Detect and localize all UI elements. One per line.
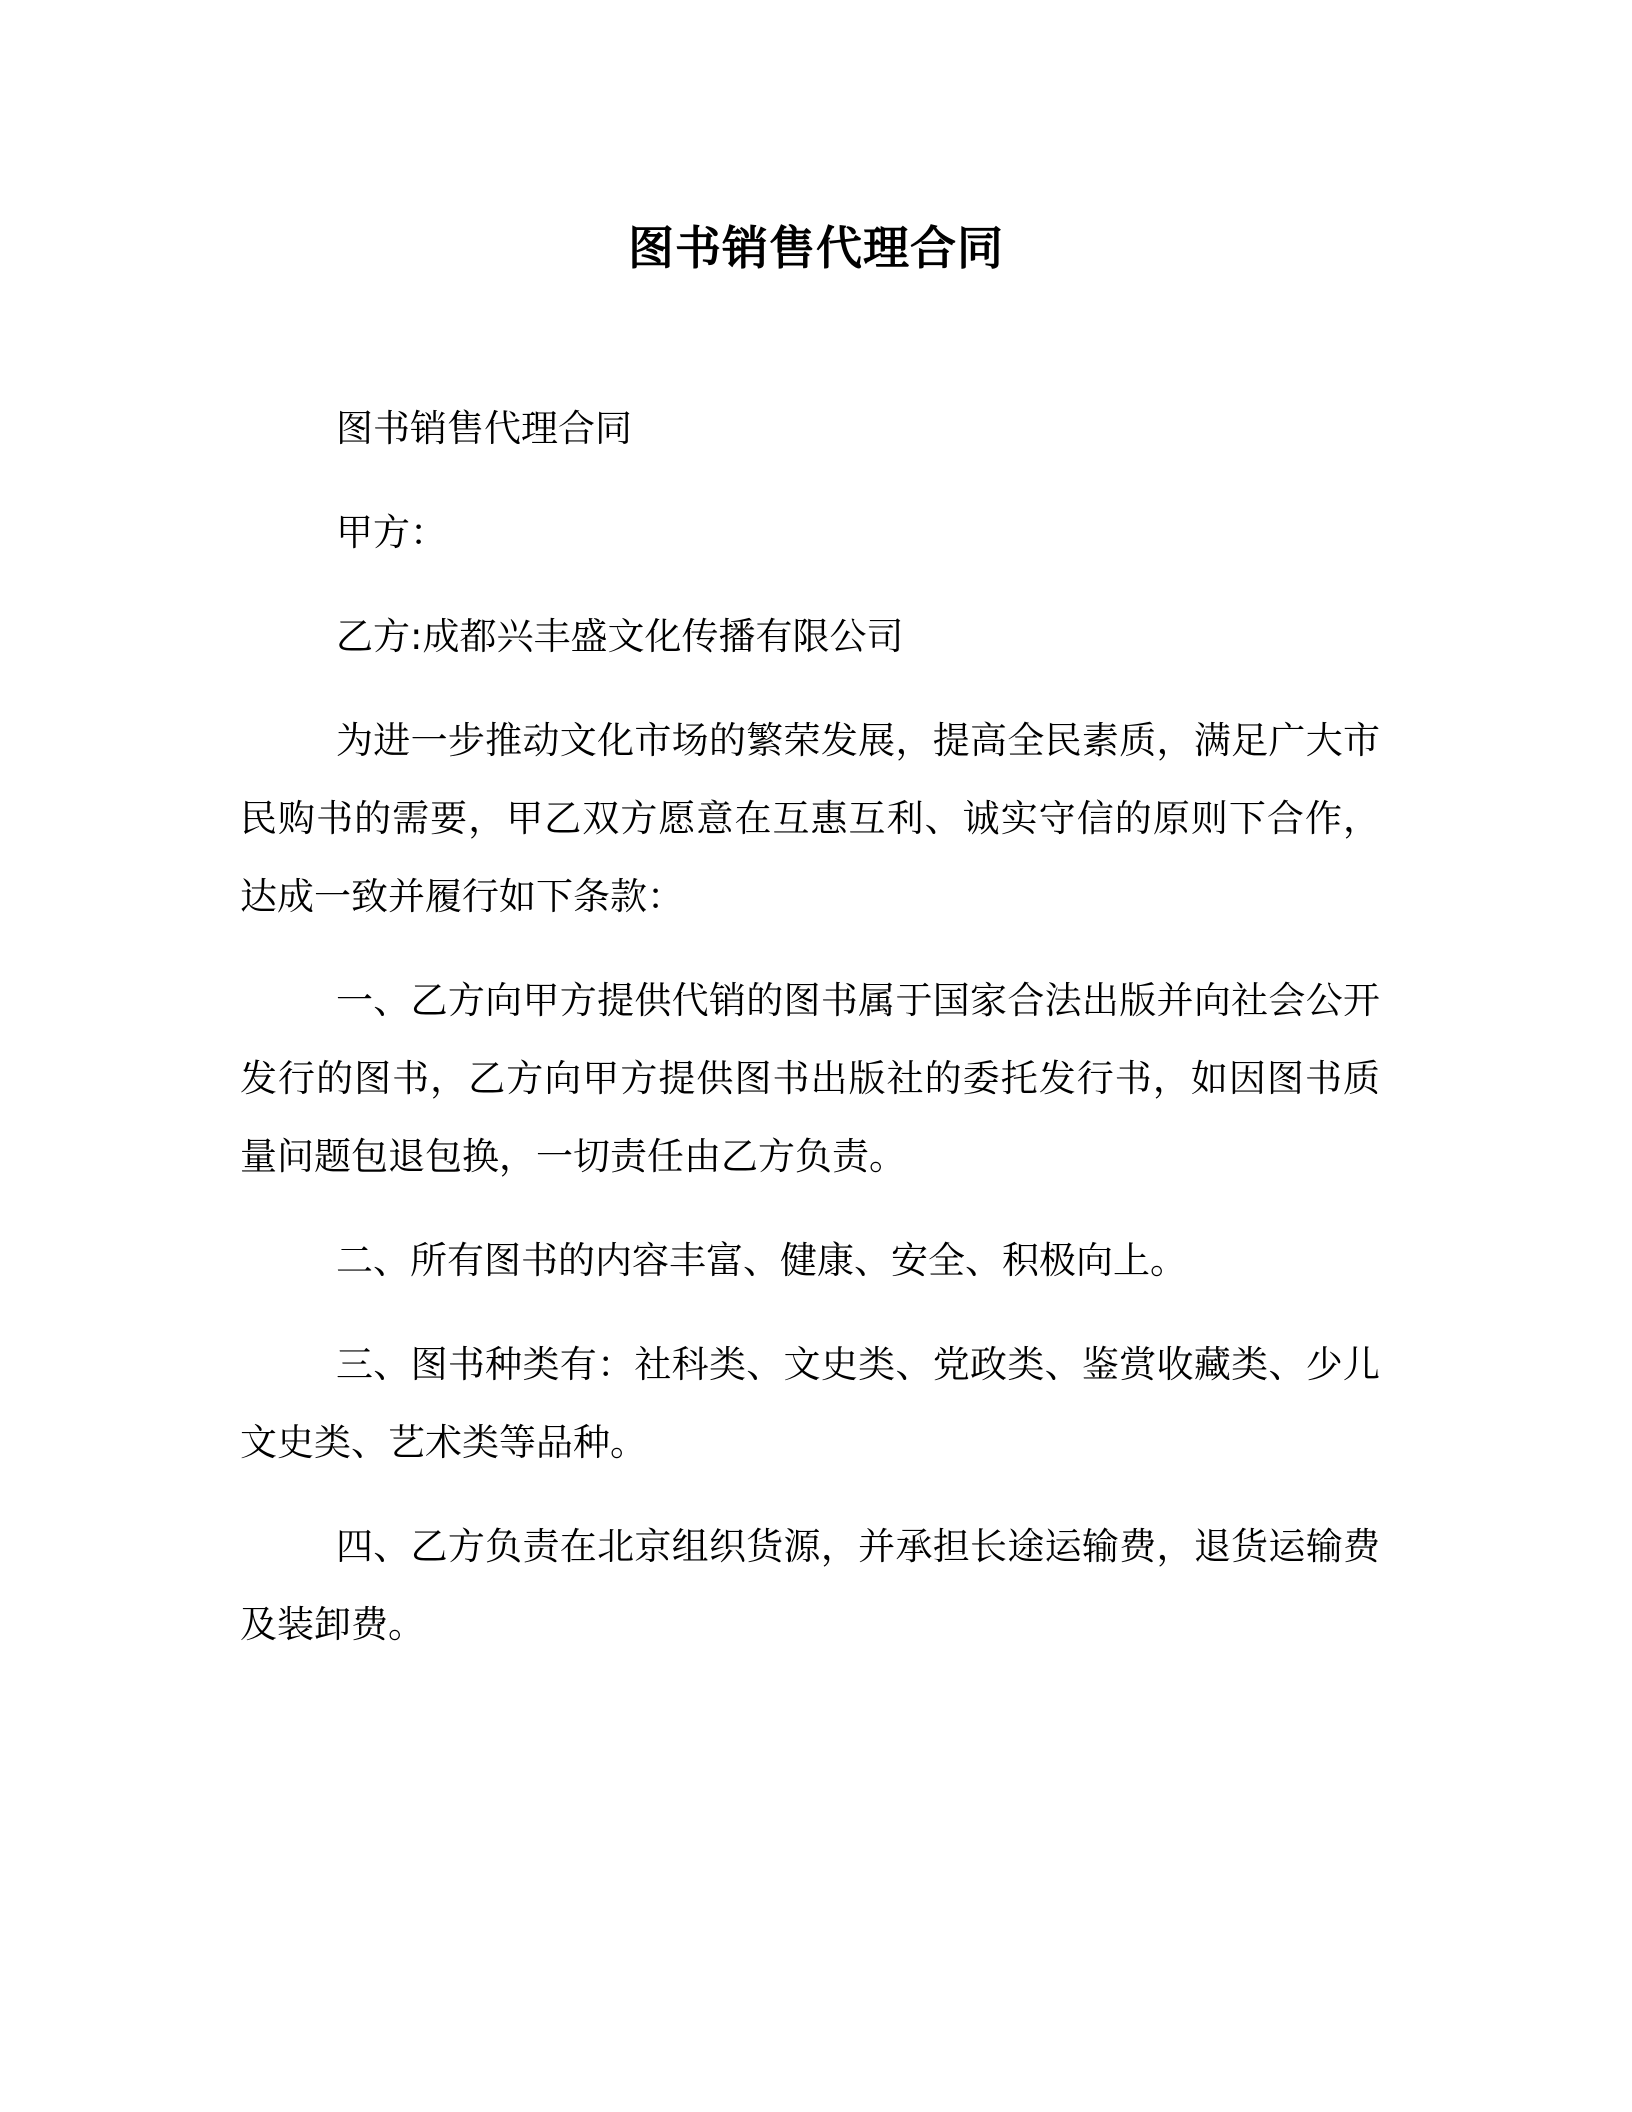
document-title: 图书销售代理合同	[628, 221, 1004, 275]
preamble-paragraph: 为进一步推动文化市场的繁荣发展，提高全民素质，满足广大市民购书的需要，甲乙双方愿意在互惠互利、诚实守信的原则下合作，达成一致并履行如下条款：	[240, 719, 1380, 918]
party-b-paragraph: 乙方:成都兴丰盛文化传播有限公司	[336, 615, 904, 658]
party-a-paragraph: 甲方：	[336, 511, 447, 554]
clause-3-paragraph: 三、图书种类有：社科类、文史类、党政类、鉴赏收藏类、少儿文史类、艺术类等品种。	[240, 1343, 1380, 1464]
clause-2-paragraph: 二、所有图书的内容丰富、健康、安全、积极向上。	[336, 1239, 1187, 1282]
subtitle-paragraph: 图书销售代理合同	[336, 407, 632, 450]
clause-1-paragraph: 一、乙方向甲方提供代销的图书属于国家合法出版并向社会公开发行的图书，乙方向甲方提供图书出版社的委托发行书，如因图书质量问题包退包换，一切责任由乙方负责。	[240, 979, 1380, 1178]
document-body	[240, 390, 1380, 1690]
clause-4-paragraph: 四、乙方负责在北京组织货源，并承担长途运输费，退货运输费及装卸费。	[240, 1525, 1380, 1646]
